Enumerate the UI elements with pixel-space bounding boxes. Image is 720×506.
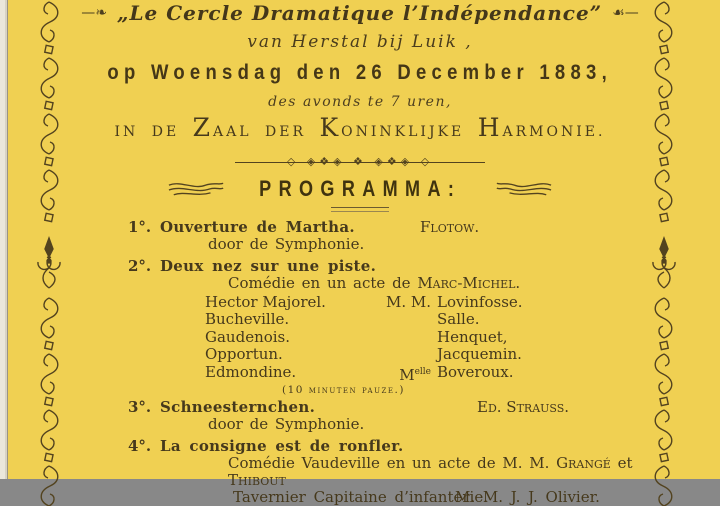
cast-honorific bbox=[385, 346, 431, 363]
item-title: Deux nez sur une piste. bbox=[160, 257, 377, 275]
cast-row bbox=[205, 311, 680, 328]
cast-role: Bucheville. bbox=[205, 310, 290, 329]
program-item-1 bbox=[128, 219, 680, 236]
venue-word: HARMONIE. bbox=[477, 113, 606, 142]
intermission-note: (10 minuten pauze.) bbox=[282, 384, 405, 397]
heading-rule bbox=[331, 207, 389, 212]
society-title: „Le Cercle Dramatique l’Indépendance” bbox=[116, 1, 603, 25]
programma-heading: PROGRAMMA: bbox=[258, 176, 462, 201]
author-name: Marc-Michel. bbox=[417, 274, 521, 292]
cast-actor: Jacquemin. bbox=[437, 345, 522, 364]
venue-word: IN DE bbox=[114, 124, 180, 140]
cast-actor: Lovinfosse. bbox=[437, 293, 523, 311]
cast-role: Tavernier Capitaine d’infanterie. bbox=[233, 488, 488, 506]
event-date: op Woensdag den 26 December 1883, bbox=[107, 61, 613, 84]
program-list bbox=[128, 219, 680, 506]
title-line bbox=[0, 1, 720, 26]
item-description bbox=[228, 455, 680, 489]
wave-flourish-icon bbox=[495, 180, 553, 198]
cast-row bbox=[205, 364, 680, 384]
composer-name: Flotow. bbox=[420, 218, 480, 236]
description-text: Comédie Vaudeville en un acte de M. M. bbox=[228, 454, 557, 473]
honorific-sup: elle bbox=[414, 366, 431, 377]
item-performer: door de Symphonie. bbox=[208, 235, 365, 253]
author-name: Grangé bbox=[556, 454, 611, 473]
cast-honorific: M. M. bbox=[385, 293, 431, 311]
item-title: Schneesternchen. bbox=[160, 398, 316, 417]
item-number: 1°. bbox=[128, 218, 152, 236]
honorific-main: M bbox=[399, 365, 415, 384]
item-number: 4°. bbox=[128, 437, 152, 456]
cast-honorific bbox=[385, 364, 431, 384]
cast-row bbox=[233, 489, 680, 506]
venue-word: DER bbox=[265, 124, 307, 140]
program-item-4 bbox=[128, 438, 680, 455]
programma-heading-row bbox=[0, 176, 720, 202]
date-line-wrap bbox=[0, 58, 720, 88]
event-time: des avonds te 7 uren, bbox=[268, 94, 452, 110]
item-title: Ouverture de Martha. bbox=[160, 218, 355, 236]
item-number: 2°. bbox=[128, 257, 152, 275]
cast-honorific bbox=[385, 329, 431, 346]
cast-honorific bbox=[385, 311, 431, 328]
item-title: La consigne est de ronfler. bbox=[160, 437, 404, 456]
item-performer: door de Symphonie. bbox=[208, 415, 365, 434]
cast-actor: Salle. bbox=[437, 310, 480, 329]
venue-word: KONINKLIJKE bbox=[319, 113, 465, 142]
diamond-ornament-icon: ◇ ◈❖◈ ❖ ◈❖◈ ◇ bbox=[286, 155, 434, 168]
cast-actor: M. M. J. J. Olivier. bbox=[455, 488, 600, 506]
item-description bbox=[228, 275, 680, 292]
program-item-2 bbox=[128, 258, 680, 275]
floral-ornament-left-icon: —❧ bbox=[81, 5, 107, 21]
cast-role: Gaudenois. bbox=[205, 327, 291, 346]
composer-name: Ed. Strauss. bbox=[477, 398, 570, 417]
venue-line bbox=[0, 113, 720, 147]
author-name: Thibout bbox=[228, 471, 286, 490]
venue-word: ZAAL bbox=[192, 113, 252, 142]
description-text: Comédie en un acte de bbox=[228, 274, 418, 292]
cast-actor: Henquet, bbox=[437, 327, 508, 346]
description-text: et bbox=[610, 454, 633, 473]
cast-actor: Boveroux. bbox=[437, 362, 514, 381]
cast-row bbox=[205, 329, 680, 346]
diamond-divider bbox=[235, 155, 485, 169]
cast-row bbox=[205, 346, 680, 363]
wave-flourish-icon bbox=[167, 180, 225, 198]
program-item-3 bbox=[128, 399, 680, 416]
cast-role: Hector Majorel. bbox=[205, 293, 326, 311]
place-line: van Herstal bij Luik , bbox=[247, 32, 473, 52]
cast-role: Opportun. bbox=[205, 345, 283, 364]
cast-row bbox=[205, 294, 680, 311]
floral-ornament-right-icon: ☙— bbox=[612, 5, 639, 21]
item-number: 3°. bbox=[128, 398, 152, 417]
cast-role: Edmondine. bbox=[205, 362, 297, 381]
